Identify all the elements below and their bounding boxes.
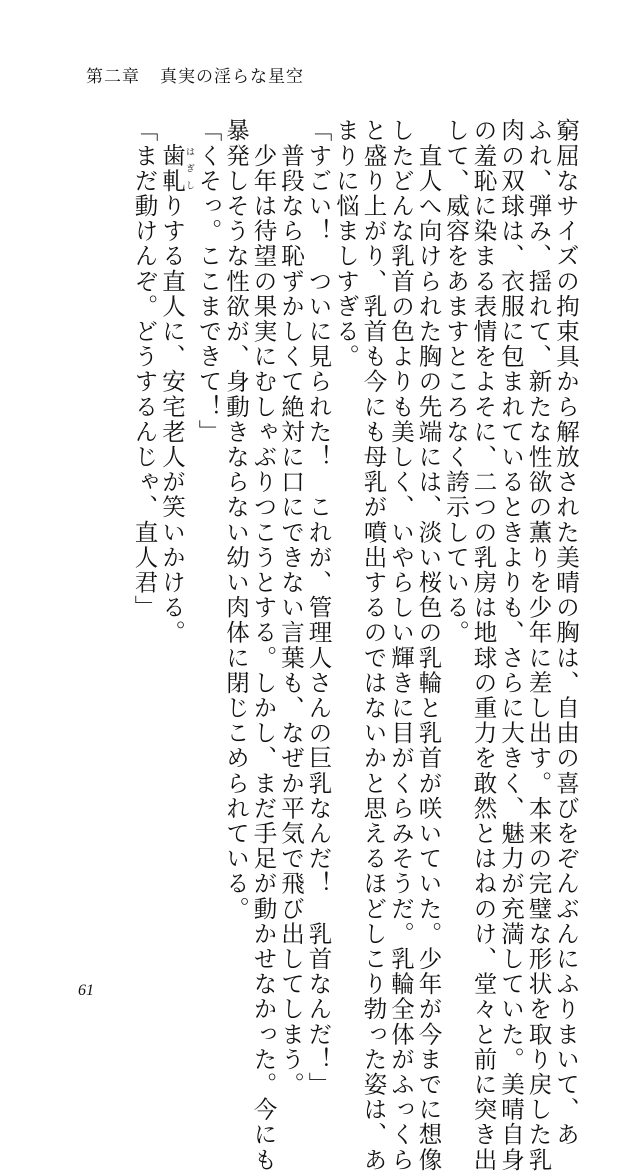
- text-line: 「すごい！ ついに見られた！ これが、管理人さんの巨乳なんだ！ 乳首なんだ！」: [304, 118, 333, 1097]
- text-line: 暴発しそうな性欲が、身動きならない幼い肉体に閉じこめられている。: [222, 118, 250, 922]
- text-line: まりに悩ましすぎる。: [332, 118, 360, 369]
- text-line: 少年は待望の果実にむしゃぶりつこうとする。しかし、まだ手足が動かせなかった。今にも: [249, 118, 278, 1172]
- body-text: [130, 118, 580, 1172]
- chapter-title: 真実の淫らな星空: [160, 67, 304, 87]
- text-line-with-ruby: [158, 118, 195, 980]
- text-line: ふれ、弾み、揺れて、新たな性欲の薫りを少年に差し出す。本来の完璧な形状を取り戻した乳: [524, 118, 553, 1172]
- text-line: して、威容をあますところなく誇示している。: [442, 118, 470, 646]
- text-line: 直人へ向けられた胸の先端には、淡い桜色の乳輪と乳首が咲いていた。少年が今までに想像: [414, 118, 443, 1172]
- ruby-word: [158, 143, 194, 194]
- indent: [158, 118, 186, 143]
- text-line: 窮屈なサイズの拘束具から解放された美晴の胸は、自由の喜びをぞんぶんにふりまいて、あ: [552, 118, 580, 1148]
- ruby-line-rest: りする直人に、安宅老人が笑いかける。: [158, 193, 186, 646]
- ruby-reading: はぎし: [184, 143, 194, 194]
- page-number: 61: [78, 982, 94, 999]
- text-line: 「まだ動けんぞ。どうするんじゃ、直人君」: [130, 118, 159, 620]
- text-line: の羞恥に染まる表情をよそに、二つの乳房は地球の重力を敢然とはねのけ、堂々と前に突き出: [469, 118, 498, 1172]
- text-line: 肉の双球は、衣服に包まれているときよりも、さらに大きく、魅力が充満していた。美晴自身: [497, 118, 525, 1172]
- running-head: [86, 62, 304, 87]
- text-line: と盛り上がり、乳首も今にも母乳が噴出するのではないかと思えるほどしこり勃った姿は、あ: [359, 118, 388, 1172]
- ruby-base: 歯軋: [158, 143, 186, 194]
- chapter-number: 第二章: [86, 67, 140, 87]
- text-line: 「くそっ。ここまできて！」: [194, 118, 223, 445]
- text-line: 普段なら恥ずかしくて絶対に口にできない言葉も、なぜか平気で飛び出してしまう。: [277, 118, 305, 1097]
- text-line: したどんな乳首の色よりも美しく、いやらしい輝きに目がくらみそうだ。乳輪全体がふっくら: [387, 118, 415, 1172]
